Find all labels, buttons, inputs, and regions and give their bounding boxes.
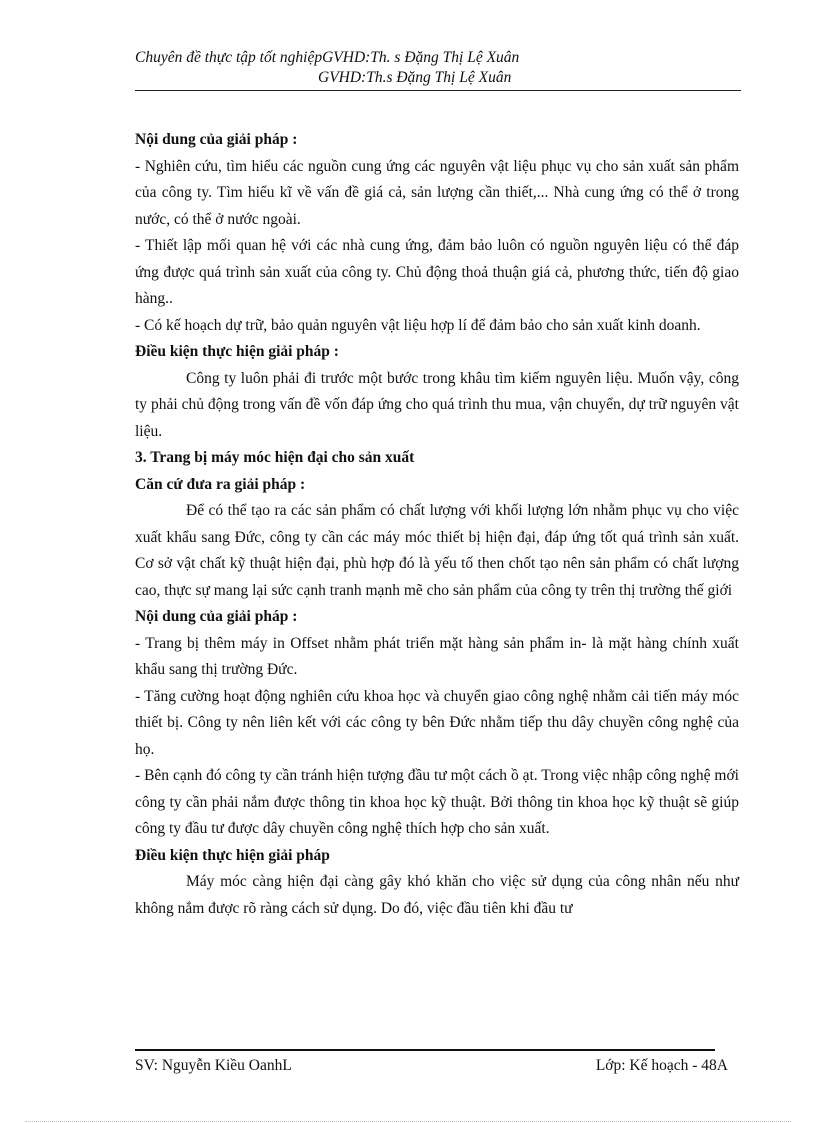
paragraph: - Tăng cường hoạt động nghiên cứu khoa học và chuyển giao công nghệ nhằm cải tiến máy móc thiết bị. Công ty nên liên kết với các công ty bên Đức nhằm tiếp thu dây chuyền công nghệ của họ.	[135, 687, 739, 758]
indented-paragraph: Máy móc càng hiện đại càng gây khó khăn cho việc sử dụng của công nhân nếu như không nắm được rõ ràng cách sử dụng. Do đó, việc đầu tiên khi đầu tư	[135, 873, 739, 917]
footer-class: Lớp: Kế hoạch - 48A	[595, 1057, 728, 1074]
indented-paragraph: Để có thể tạo ra các sản phẩm có chất lượng với khối lượng lớn nhằm phục vụ cho việc xuất khẩu sang Đức, công ty cần các máy móc thiết bị hiện đại, đáp ứng tốt quá trình sản xuất. Cơ sở vật chất kỹ thuật hiện đại, phù hợp đó là yếu tố then chốt tạo nên sản phẩm có chất lượng cao, thực sự mang lại sức cạnh tranh mạnh mẽ cho sản phẩm của công ty trên thị trường thế giới	[135, 502, 739, 599]
section-heading: Căn cứ đưa ra giải pháp :	[135, 475, 306, 493]
footer-divider	[135, 1049, 715, 1051]
header-divider	[135, 90, 741, 91]
document-body	[135, 127, 739, 922]
page-header	[135, 48, 741, 88]
section-title: 3. Trang bị máy móc hiện đại cho sản xuất	[135, 449, 415, 466]
paragraph: - Thiết lập mối quan hệ với các nhà cung ứng, đảm bảo luôn có nguồn nguyên liệu có thể đáp ứng được quá trình sản xuất của công ty. Chủ động thoả thuận giá cả, phương thức, tiến độ giao hàng..	[135, 237, 739, 307]
paragraph: - Nghiên cứu, tìm hiểu các nguồn cung ứng các nguyên vật liệu phục vụ cho sản xuất sản phẩm của công ty. Tìm hiểu kĩ về vấn đề giá cả, sản lượng cần thiết,... Nhà cung ứng có thể ở trong nước, có thể ở nước ngoài.	[135, 157, 739, 228]
header-line-1: Chuyên đề thực tập tốt nghiệpGVHD:Th. s Đặng Thị Lệ Xuân	[135, 49, 520, 66]
paragraph: - Bên cạnh đó công ty cần tránh hiện tượng đầu tư một cách ồ ạt. Trong việc nhập công nghệ mới công ty cần phải nắm được thông tin khoa học kỹ thuật. Bởi thông tin khoa học kỹ thuật sẽ giúp công ty đầu tư được dây chuyền công nghệ thích hợp cho sản xuất.	[135, 767, 739, 837]
section-heading: Nội dung của giải pháp :	[135, 608, 298, 625]
page-bottom-border	[25, 1121, 791, 1122]
paragraph: - Trang bị thêm máy in Offset nhằm phát triển mặt hàng sản phẩm in- là mặt hàng chính xuất khẩu sang thị trường Đức.	[135, 634, 739, 678]
indented-paragraph: Công ty luôn phải đi trước một bước trong khâu tìm kiếm nguyên liệu. Muốn vậy, công ty phải chủ động trong vấn đề vốn đáp ứng cho quá trình thu mua, vận chuyển, dự trữ nguyên vật liệu.	[135, 369, 739, 440]
section-heading: Nội dung của giải pháp :	[135, 131, 298, 148]
section-heading: Điều kiện thực hiện giải pháp :	[135, 343, 339, 360]
footer-student: SV: Nguyễn Kiều OanhL	[135, 1057, 292, 1074]
paragraph: - Có kế hoạch dự trữ, bảo quản nguyên vật liệu hợp lí để đảm bảo cho sản xuất kinh doanh.	[135, 316, 701, 334]
header-line-2: GVHD:Th.s Đặng Thị Lệ Xuân	[318, 69, 512, 86]
section-heading: Điều kiện thực hiện giải pháp	[135, 846, 330, 864]
